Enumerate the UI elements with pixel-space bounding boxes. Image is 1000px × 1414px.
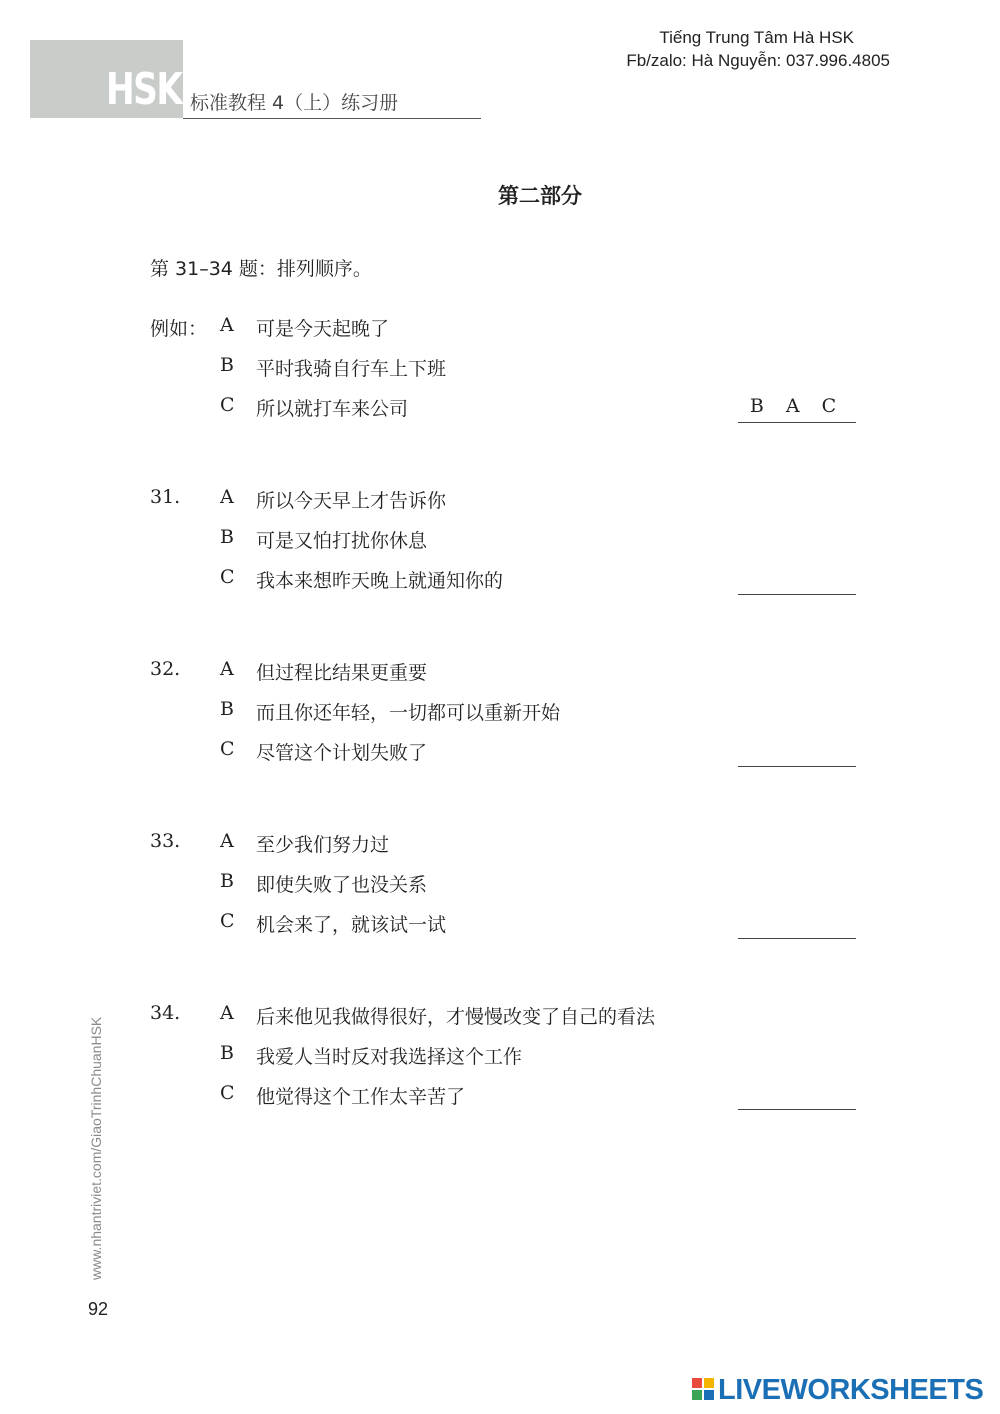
center-name: Tiếng Trung Tâm Hà HSK xyxy=(659,28,854,47)
option-text: 平时我骑自行车上下班 xyxy=(256,358,447,380)
question-number: 34. xyxy=(150,1002,181,1024)
option-text: 所以今天早上才告诉你 xyxy=(256,490,447,512)
option-text: 可是又怕打扰你休息 xyxy=(256,530,428,552)
option-letter: B xyxy=(220,1042,234,1064)
option-text: 后来他见我做得很好，才慢慢改变了自己的看法 xyxy=(256,1006,656,1028)
option-text: 而且你还年轻，一切都可以重新开始 xyxy=(256,702,561,724)
instructions: 第 31–34 题：排列顺序。 xyxy=(150,258,372,280)
option-text: 所以就打车来公司 xyxy=(256,398,409,420)
option-text: 我本来想昨天晚上就通知你的 xyxy=(256,570,504,592)
option-letter: A xyxy=(220,658,234,680)
option-text: 我爱人当时反对我选择这个工作 xyxy=(256,1046,523,1068)
option-text: 即使失败了也没关系 xyxy=(256,874,428,896)
center-contact: Fb/zalo: Hà Nguyễn: 037.996.4805 xyxy=(626,51,890,70)
option-letter: C xyxy=(220,910,235,932)
example-label: 例如： xyxy=(150,318,208,340)
option-letter: A xyxy=(220,830,234,852)
liveworksheets-text: LIVEWORKSHEETS xyxy=(718,1374,984,1406)
answer-blank-32[interactable] xyxy=(738,766,856,767)
side-url: www.nhantriviet.com/GiaoTrinhChuanHSK xyxy=(88,1016,104,1280)
option-text: 他觉得这个工作太辛苦了 xyxy=(256,1086,466,1108)
answer-blank-33[interactable] xyxy=(738,938,856,939)
question-number: 31. xyxy=(150,486,181,508)
option-letter: B xyxy=(220,870,234,892)
option-letter: C xyxy=(220,1082,235,1104)
question-number: 32. xyxy=(150,658,181,680)
hsk-logo: HSK xyxy=(106,64,182,115)
question-number: 33. xyxy=(150,830,181,852)
page-number: 92 xyxy=(88,1299,109,1319)
section-title: 第二部分 xyxy=(498,184,582,208)
answer-blank-31[interactable] xyxy=(738,594,856,595)
liveworksheets-logo xyxy=(692,1374,992,1406)
liveworksheets-icon xyxy=(692,1378,714,1400)
option-text: 至少我们努力过 xyxy=(256,834,390,856)
option-letter: A xyxy=(220,486,234,508)
answer-blank-34[interactable] xyxy=(738,1109,856,1110)
option-text: 尽管这个计划失败了 xyxy=(256,742,428,764)
option-text: 但过程比结果更重要 xyxy=(256,662,428,684)
header-divider xyxy=(183,118,481,119)
option-letter: C xyxy=(220,738,235,760)
option-letter: A xyxy=(220,1002,234,1024)
example-answer-line xyxy=(738,422,856,423)
option-letter: B xyxy=(220,354,234,376)
option-letter: B xyxy=(220,698,234,720)
option-letter: A xyxy=(220,314,234,336)
option-letter: C xyxy=(220,394,235,416)
book-title: 标准教程 4（上）练习册 xyxy=(190,92,399,114)
option-letter: C xyxy=(220,566,235,588)
option-text: 可是今天起晚了 xyxy=(256,318,390,340)
option-text: 机会来了，就该试一试 xyxy=(256,914,447,936)
option-letter: B xyxy=(220,526,234,548)
example-answer: B A C xyxy=(749,395,845,417)
